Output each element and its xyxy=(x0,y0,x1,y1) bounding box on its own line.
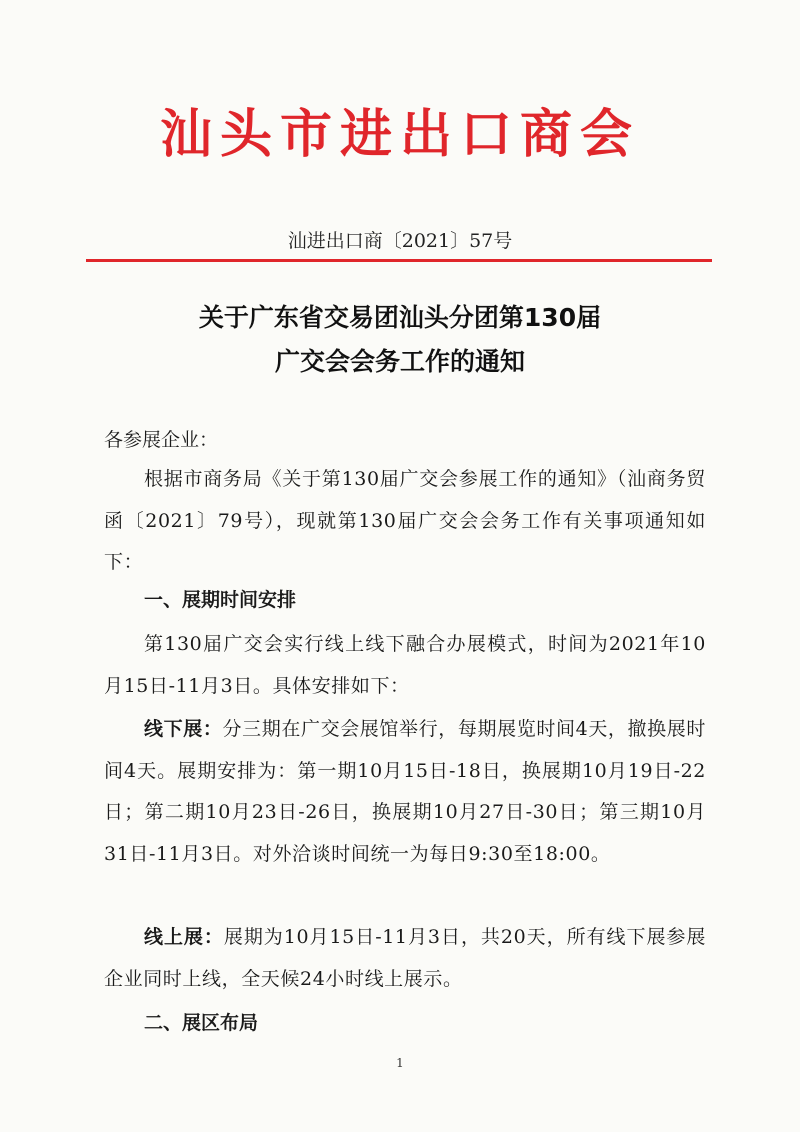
document-title-line-2: 广交会会务工作的通知 xyxy=(274,347,525,376)
section1-heading: 一、展期时间安排 xyxy=(144,589,297,611)
section2-heading: 二、展区布局 xyxy=(144,1012,259,1034)
offline-exhibition-paragraph xyxy=(104,709,706,875)
section1-paragraph: 第130届广交会实行线上线下融合办展模式，时间为2021年10月15日-11月3日。具体安排如下： xyxy=(104,633,706,697)
document-title-line-1: 关于广东省交易团汕头分团第130届 xyxy=(198,303,602,332)
online-exhibition-paragraph xyxy=(104,917,706,1000)
offline-text: 分三期在广交会展馆举行，每期展览时间4天，撤换展时间4天。展期安排为：第一期10月15日-18日，换展期10月19日-22日；第二期10月23日-26日，换展期10月27日-30日；第三期10月31日-11月3日。对外洽谈时间统一为每日9:30至18:00。 xyxy=(104,718,707,865)
page-number: 1 xyxy=(396,1056,404,1070)
online-text: 展期为10月15日-11月3日，共20天，所有线下展参展企业同时上线，全天候24小时线上展示。 xyxy=(104,926,706,990)
greeting: 各参展企业： xyxy=(104,429,219,451)
org-masthead: 汕头市进出口商会 xyxy=(159,104,640,165)
red-divider-line xyxy=(86,259,712,262)
offline-lead: 线下展： xyxy=(144,718,223,740)
document-number: 汕进出口商〔2021〕57号 xyxy=(287,230,513,252)
intro-paragraph: 根据市商务局《关于第130届广交会参展工作的通知》（汕商务贸函〔2021〕79号），现就第130届广交会会务工作有关事项通知如下： xyxy=(104,468,706,573)
online-lead: 线上展： xyxy=(144,926,224,948)
